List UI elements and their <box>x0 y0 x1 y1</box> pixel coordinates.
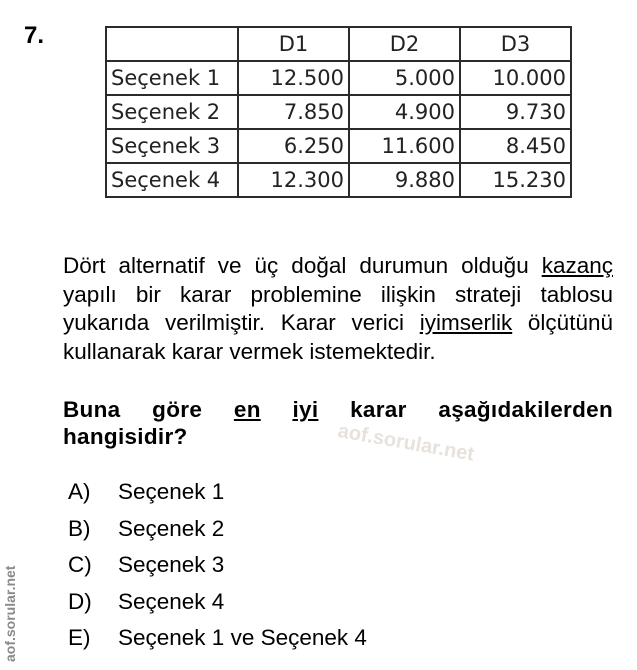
choice-e[interactable] <box>68 620 367 657</box>
cell-value: 12.500 <box>238 61 349 95</box>
question-space <box>261 397 293 422</box>
watermark-center: aof.sorular.net <box>336 420 476 466</box>
table-header-d1: D1 <box>238 27 349 61</box>
underlined-term-iyimserlik: iyimserlik <box>419 310 513 335</box>
cell-value: 15.230 <box>460 163 571 197</box>
choice-letter: B) <box>68 515 91 541</box>
choice-text: Seçenek 4 <box>118 588 225 614</box>
choice-letter: A) <box>68 479 91 504</box>
choice-letter: C) <box>68 552 92 577</box>
question-text: karar aşağıdakilerden hangisidir? <box>63 397 613 449</box>
row-label: Seçenek 1 <box>106 61 238 95</box>
question-text: Buna göre <box>63 397 234 422</box>
paragraph-text: Dört alternatif ve üç doğal durumun olduğu <box>63 253 542 278</box>
cell-value: 4.900 <box>349 95 460 129</box>
underlined-term-iyi: iyi <box>292 397 319 422</box>
table-header-empty <box>106 27 238 61</box>
problem-statement <box>63 252 613 366</box>
cell-value: 12.300 <box>238 163 349 197</box>
choice-d[interactable] <box>68 584 367 621</box>
table-header-d2: D2 <box>349 27 460 61</box>
watermark-side: aof.sorular.net <box>2 565 18 662</box>
row-label: Seçenek 2 <box>106 95 238 129</box>
paragraph-text: yapılı bir karar problemine ilişkin strateji tablosu yukarıda verilmiştir. Karar verici <box>63 281 613 335</box>
cell-value: 6.250 <box>238 129 349 163</box>
choice-letter: E) <box>68 625 91 650</box>
choice-b[interactable] <box>68 511 367 548</box>
cell-value: 9.880 <box>349 163 460 197</box>
choice-text: Seçenek 1 ve Seçenek 4 <box>118 625 367 650</box>
cell-value: 5.000 <box>349 61 460 95</box>
paragraph-text: ölçütünü kullanarak karar vermek istemektedir. <box>63 310 613 364</box>
cell-value: 7.850 <box>238 95 349 129</box>
question-number: 7. <box>24 22 45 49</box>
choice-c[interactable] <box>68 547 367 584</box>
cell-value: 10.000 <box>460 61 571 95</box>
underlined-term-en: en <box>233 397 261 422</box>
table-row <box>106 61 571 95</box>
cell-value: 8.450 <box>460 129 571 163</box>
table-header-row <box>106 27 571 61</box>
table-row <box>106 129 571 163</box>
choice-a[interactable] <box>68 474 367 511</box>
table-row <box>106 95 571 129</box>
table-row <box>106 163 571 197</box>
cell-value: 11.600 <box>349 129 460 163</box>
choice-text: Seçenek 2 <box>118 515 225 541</box>
choice-letter: D) <box>68 588 92 614</box>
choice-text: Seçenek 3 <box>118 552 225 577</box>
choice-text: Seçenek 1 <box>118 479 225 504</box>
answer-choices <box>68 474 367 657</box>
row-label: Seçenek 3 <box>106 129 238 163</box>
row-label: Seçenek 4 <box>106 163 238 197</box>
underlined-term-kazanc: kazanç <box>541 253 613 278</box>
table-header-d3: D3 <box>460 27 571 61</box>
strategy-table <box>105 26 572 198</box>
cell-value: 9.730 <box>460 95 571 129</box>
